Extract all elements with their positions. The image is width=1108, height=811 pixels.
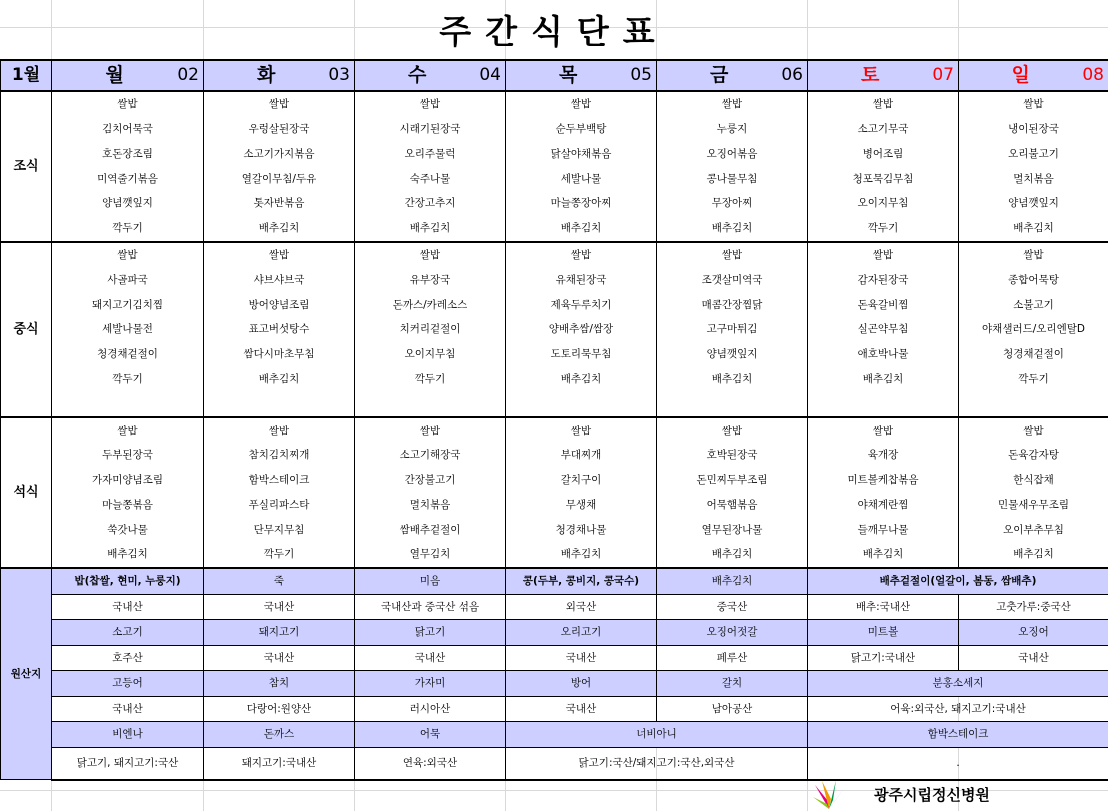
origin-item: 갈치 xyxy=(657,671,808,697)
menu-item: 샤브샤브국 xyxy=(204,268,355,293)
menu-row xyxy=(1,417,1108,443)
menu-item: 쌀밥 xyxy=(204,242,355,268)
menu-item: 소불고기 xyxy=(959,292,1108,317)
menu-item: 표고버섯탕수 xyxy=(204,317,355,342)
origin-row xyxy=(1,620,1108,646)
menu-item: 쌀밥 xyxy=(52,417,204,443)
menu-item: 쌀밥 xyxy=(808,91,959,117)
menu-item: 종합어묵탕 xyxy=(959,268,1108,293)
origin-item: 방어 xyxy=(506,671,657,697)
menu-item: 우렁살된장국 xyxy=(204,117,355,142)
day-header xyxy=(355,60,506,91)
weekly-menu-table xyxy=(0,59,1108,781)
menu-item xyxy=(506,392,657,418)
origin-value: 국내산 xyxy=(959,645,1108,671)
origin-value: 국내산 xyxy=(506,696,657,722)
origin-value: 국내산과 중국산 섞음 xyxy=(355,594,506,620)
day-header-row xyxy=(1,60,1108,91)
menu-item: 배추김치 xyxy=(959,542,1108,568)
menu-row xyxy=(1,91,1108,117)
day-number: 08 xyxy=(1082,65,1104,85)
day-header xyxy=(52,60,204,91)
origin-value: 국내산 xyxy=(52,696,204,722)
menu-item: 배추김치 xyxy=(657,216,808,242)
menu-item: 돈육갈비찜 xyxy=(808,292,959,317)
menu-item: 오리주물럭 xyxy=(355,142,506,167)
menu-row xyxy=(1,191,1108,216)
menu-item: 쑥갓나물 xyxy=(52,518,204,543)
origin-value: 외국산 xyxy=(506,594,657,620)
meal-label: 조식 xyxy=(1,91,52,242)
origin-value: 다랑어:원양산 xyxy=(204,696,355,722)
menu-item: 김치어묵국 xyxy=(52,117,204,142)
menu-item: 깍두기 xyxy=(808,216,959,242)
origin-row xyxy=(1,594,1108,620)
page-title: 주간식단표 xyxy=(439,11,669,51)
origin-value: . xyxy=(808,747,1108,780)
menu-item: 멸치볶음 xyxy=(959,166,1108,191)
day-name: 화 xyxy=(257,64,276,86)
menu-item: 쌀밥 xyxy=(355,91,506,117)
menu-item: 소고기해장국 xyxy=(355,443,506,468)
menu-item: 제육두루치기 xyxy=(506,292,657,317)
origin-value: 어육:외국산, 돼지고기:국내산 xyxy=(808,696,1108,722)
origin-value: 페루산 xyxy=(657,645,808,671)
menu-item: 유채된장국 xyxy=(506,268,657,293)
menu-item: 콩나물무침 xyxy=(657,166,808,191)
menu-item: 쌀밥 xyxy=(204,417,355,443)
menu-item: 간장불고기 xyxy=(355,468,506,493)
menu-item: 감자된장국 xyxy=(808,268,959,293)
origin-item: 오징어 xyxy=(959,620,1108,646)
menu-item: 야채계란찜 xyxy=(808,493,959,518)
menu-item: 돼지고기김치찜 xyxy=(52,292,204,317)
origin-row xyxy=(1,747,1108,780)
menu-item: 깍두기 xyxy=(204,542,355,568)
origin-item: 어묵 xyxy=(355,722,506,748)
origin-value: 돼지고기:국내산 xyxy=(204,747,355,780)
origin-value: 닭고기:국내산 xyxy=(808,645,959,671)
menu-item: 쌀밥 xyxy=(657,417,808,443)
day-number: 04 xyxy=(479,65,501,85)
menu-item: 배추김치 xyxy=(808,542,959,568)
menu-item: 유부장국 xyxy=(355,268,506,293)
menu-item: 병어조림 xyxy=(808,142,959,167)
origin-item: 고등어 xyxy=(52,671,204,697)
menu-item: 단무지무침 xyxy=(204,518,355,543)
menu-item: 소고기가지볶음 xyxy=(204,142,355,167)
origin-item: 배추김치 xyxy=(657,568,808,594)
day-header xyxy=(657,60,808,91)
menu-item xyxy=(657,392,808,418)
menu-item: 배추김치 xyxy=(808,367,959,392)
origin-row xyxy=(1,671,1108,697)
origin-value: 국내산 xyxy=(204,594,355,620)
origin-value: 국내산 xyxy=(52,594,204,620)
origin-value: 국내산 xyxy=(204,645,355,671)
day-name: 일 xyxy=(1011,64,1030,86)
menu-item: 양배추쌈/쌈장 xyxy=(506,317,657,342)
menu-item: 오이지무침 xyxy=(808,191,959,216)
menu-row xyxy=(1,142,1108,167)
menu-item: 쌀밥 xyxy=(808,417,959,443)
menu-item: 쌀밥 xyxy=(52,91,204,117)
menu-item: 깍두기 xyxy=(959,367,1108,392)
menu-item: 미트볼케찹볶음 xyxy=(808,468,959,493)
origin-item: 가자미 xyxy=(355,671,506,697)
month-label: 1월 xyxy=(1,60,52,91)
menu-item: 두부된장국 xyxy=(52,443,204,468)
origin-item: 너비아니 xyxy=(506,722,808,748)
origin-item: 밥(찹쌀, 현미, 누룽지) xyxy=(52,568,204,594)
menu-item: 배추김치 xyxy=(204,367,355,392)
menu-item: 깍두기 xyxy=(52,216,204,242)
menu-item: 갈치구이 xyxy=(506,468,657,493)
day-header-content xyxy=(355,66,505,85)
menu-item: 톳자반볶음 xyxy=(204,191,355,216)
menu-item: 배추김치 xyxy=(657,542,808,568)
menu-item: 쌀밥 xyxy=(808,242,959,268)
menu-item: 소고기무국 xyxy=(808,117,959,142)
origin-item: 소고기 xyxy=(52,620,204,646)
day-number: 02 xyxy=(177,65,199,85)
menu-item: 사골파국 xyxy=(52,268,204,293)
menu-item: 돈민찌두부조림 xyxy=(657,468,808,493)
origin-item: 미음 xyxy=(355,568,506,594)
origin-row xyxy=(1,568,1108,594)
menu-item: 실곤약무침 xyxy=(808,317,959,342)
origin-value: 닭고기, 돼지고기:국산 xyxy=(52,747,204,780)
hospital-logo-icon xyxy=(812,779,846,811)
day-header-content xyxy=(506,66,656,85)
day-header-content xyxy=(657,66,807,85)
menu-item: 부대찌개 xyxy=(506,443,657,468)
menu-item: 마늘쫑장아찌 xyxy=(506,191,657,216)
day-number: 07 xyxy=(932,65,954,85)
menu-row xyxy=(1,443,1108,468)
origin-item: 함박스테이크 xyxy=(808,722,1108,748)
menu-item: 열갈이무침/두유 xyxy=(204,166,355,191)
origin-value: 연육:외국산 xyxy=(355,747,506,780)
menu-item: 닭살야채볶음 xyxy=(506,142,657,167)
menu-item: 깍두기 xyxy=(52,367,204,392)
menu-item xyxy=(52,392,204,418)
menu-item: 한식잡채 xyxy=(959,468,1108,493)
menu-item: 애호박나물 xyxy=(808,342,959,367)
menu-item: 배추김치 xyxy=(355,216,506,242)
origin-value: 닭고기:국산/돼지고기:국산,외국산 xyxy=(506,747,808,780)
menu-item xyxy=(959,392,1108,418)
menu-item: 쌀밥 xyxy=(657,242,808,268)
menu-item: 쌀밥 xyxy=(506,91,657,117)
day-name: 월 xyxy=(105,64,124,86)
origin-item: 콩(두부, 콩비지, 콩국수) xyxy=(506,568,657,594)
menu-item: 청경채나물 xyxy=(506,518,657,543)
hospital-name: 광주시립정신병원 xyxy=(874,786,990,804)
menu-item: 양념깻잎지 xyxy=(657,342,808,367)
menu-item: 오이지무침 xyxy=(355,342,506,367)
menu-item: 쌀밥 xyxy=(506,242,657,268)
menu-item: 배추김치 xyxy=(657,367,808,392)
menu-item: 청경채겉절이 xyxy=(52,342,204,367)
menu-item: 푸실리파스타 xyxy=(204,493,355,518)
origin-item: 오징어젓갈 xyxy=(657,620,808,646)
menu-row xyxy=(1,542,1108,568)
day-number: 06 xyxy=(781,65,803,85)
menu-item: 깍두기 xyxy=(355,367,506,392)
menu-item: 치커리겉절이 xyxy=(355,317,506,342)
menu-item: 세발나물전 xyxy=(52,317,204,342)
day-header-content xyxy=(959,66,1108,85)
menu-row xyxy=(1,317,1108,342)
day-name: 목 xyxy=(559,64,578,86)
origin-item: 닭고기 xyxy=(355,620,506,646)
menu-item: 민물새우무조림 xyxy=(959,493,1108,518)
origin-item: 비엔나 xyxy=(52,722,204,748)
menu-item: 세발나물 xyxy=(506,166,657,191)
day-header-content xyxy=(808,66,958,85)
menu-item: 무생채 xyxy=(506,493,657,518)
menu-item: 쌀밥 xyxy=(204,91,355,117)
menu-item: 마늘쫑볶음 xyxy=(52,493,204,518)
menu-item: 들깨무나물 xyxy=(808,518,959,543)
origin-row xyxy=(1,722,1108,748)
menu-item: 열무김치 xyxy=(355,542,506,568)
meal-label: 석식 xyxy=(1,417,52,568)
menu-row xyxy=(1,518,1108,543)
menu-item: 누룽지 xyxy=(657,117,808,142)
menu-row xyxy=(1,292,1108,317)
day-name: 금 xyxy=(710,64,729,86)
menu-item: 청경채겉절이 xyxy=(959,342,1108,367)
menu-item xyxy=(204,392,355,418)
day-header xyxy=(506,60,657,91)
menu-item xyxy=(808,392,959,418)
origin-label: 원산지 xyxy=(1,568,52,780)
menu-row xyxy=(1,166,1108,191)
menu-item: 쌀밥 xyxy=(52,242,204,268)
menu-row xyxy=(1,342,1108,367)
menu-item: 쌀밥 xyxy=(959,91,1108,117)
origin-item: 오리고기 xyxy=(506,620,657,646)
menu-item: 야채샐러드/오리엔탈D xyxy=(959,317,1108,342)
menu-item: 가자미양념조림 xyxy=(52,468,204,493)
menu-item: 도토리묵무침 xyxy=(506,342,657,367)
menu-item: 쌀밥 xyxy=(959,242,1108,268)
origin-row xyxy=(1,645,1108,671)
origin-item: 분홍소세지 xyxy=(808,671,1108,697)
origin-item: 배추겉절이(얼갈이, 봄동, 쌈배추) xyxy=(808,568,1108,594)
origin-value: 남아공산 xyxy=(657,696,808,722)
menu-item: 오이부추무침 xyxy=(959,518,1108,543)
menu-item: 배추김치 xyxy=(506,542,657,568)
menu-item: 쌀밥 xyxy=(959,417,1108,443)
day-number: 05 xyxy=(630,65,652,85)
menu-item: 순두부백탕 xyxy=(506,117,657,142)
menu-item: 돈육감자탕 xyxy=(959,443,1108,468)
menu-item: 매콤간장찜닭 xyxy=(657,292,808,317)
meal-label: 중식 xyxy=(1,242,52,418)
menu-item: 배추김치 xyxy=(959,216,1108,242)
menu-item: 방어양념조림 xyxy=(204,292,355,317)
day-header xyxy=(808,60,959,91)
menu-row xyxy=(1,468,1108,493)
menu-item: 오리불고기 xyxy=(959,142,1108,167)
origin-item: 참치 xyxy=(204,671,355,697)
menu-item: 양념깻잎지 xyxy=(52,191,204,216)
menu-item: 오징어볶음 xyxy=(657,142,808,167)
origin-item: 돈까스 xyxy=(204,722,355,748)
menu-item: 시래기된장국 xyxy=(355,117,506,142)
menu-item: 냉이된장국 xyxy=(959,117,1108,142)
menu-item: 배추김치 xyxy=(506,367,657,392)
day-header-content xyxy=(204,66,354,85)
menu-item: 돈까스/카레소스 xyxy=(355,292,506,317)
menu-item: 쌈배추겉절이 xyxy=(355,518,506,543)
origin-value: 호주산 xyxy=(52,645,204,671)
menu-item: 쌀밥 xyxy=(355,242,506,268)
day-header xyxy=(959,60,1108,91)
menu-item xyxy=(355,392,506,418)
menu-row xyxy=(1,392,1108,418)
menu-item: 배추김치 xyxy=(52,542,204,568)
menu-item: 호박된장국 xyxy=(657,443,808,468)
menu-row xyxy=(1,268,1108,293)
menu-item: 무장아찌 xyxy=(657,191,808,216)
day-header xyxy=(204,60,355,91)
origin-value: 중국산 xyxy=(657,594,808,620)
menu-item: 쌀밥 xyxy=(506,417,657,443)
origin-row xyxy=(1,696,1108,722)
menu-item: 숙주나물 xyxy=(355,166,506,191)
origin-value: 배추:국내산 xyxy=(808,594,959,620)
menu-item: 쌀밥 xyxy=(355,417,506,443)
menu-item: 쌀밥 xyxy=(657,91,808,117)
menu-item: 조갯살미역국 xyxy=(657,268,808,293)
menu-item: 미역줄기볶음 xyxy=(52,166,204,191)
menu-item: 배추김치 xyxy=(204,216,355,242)
menu-item: 참치김치찌개 xyxy=(204,443,355,468)
footer xyxy=(810,778,1108,811)
origin-value: 국내산 xyxy=(506,645,657,671)
menu-item: 어묵햄볶음 xyxy=(657,493,808,518)
origin-item: 돼지고기 xyxy=(204,620,355,646)
menu-row xyxy=(1,367,1108,392)
menu-row xyxy=(1,493,1108,518)
day-name: 토 xyxy=(861,64,880,86)
origin-item: 죽 xyxy=(204,568,355,594)
menu-item: 양념깻잎지 xyxy=(959,191,1108,216)
origin-value: 러시아산 xyxy=(355,696,506,722)
day-number: 03 xyxy=(328,65,350,85)
menu-item: 호돈장조림 xyxy=(52,142,204,167)
day-header-content xyxy=(52,66,203,85)
day-name: 수 xyxy=(408,64,427,86)
menu-item: 청포묵김무침 xyxy=(808,166,959,191)
menu-item: 배추김치 xyxy=(506,216,657,242)
menu-item: 열무된장나물 xyxy=(657,518,808,543)
menu-row xyxy=(1,216,1108,242)
origin-value: 국내산 xyxy=(355,645,506,671)
menu-item: 간장고추지 xyxy=(355,191,506,216)
origin-item: 미트볼 xyxy=(808,620,959,646)
menu-item: 쌈다시마초무침 xyxy=(204,342,355,367)
menu-row xyxy=(1,242,1108,268)
menu-row xyxy=(1,117,1108,142)
origin-value: 고춧가루:중국산 xyxy=(959,594,1108,620)
menu-item: 육개장 xyxy=(808,443,959,468)
menu-item: 고구마튀김 xyxy=(657,317,808,342)
menu-item: 함박스테이크 xyxy=(204,468,355,493)
menu-item: 멸치볶음 xyxy=(355,493,506,518)
